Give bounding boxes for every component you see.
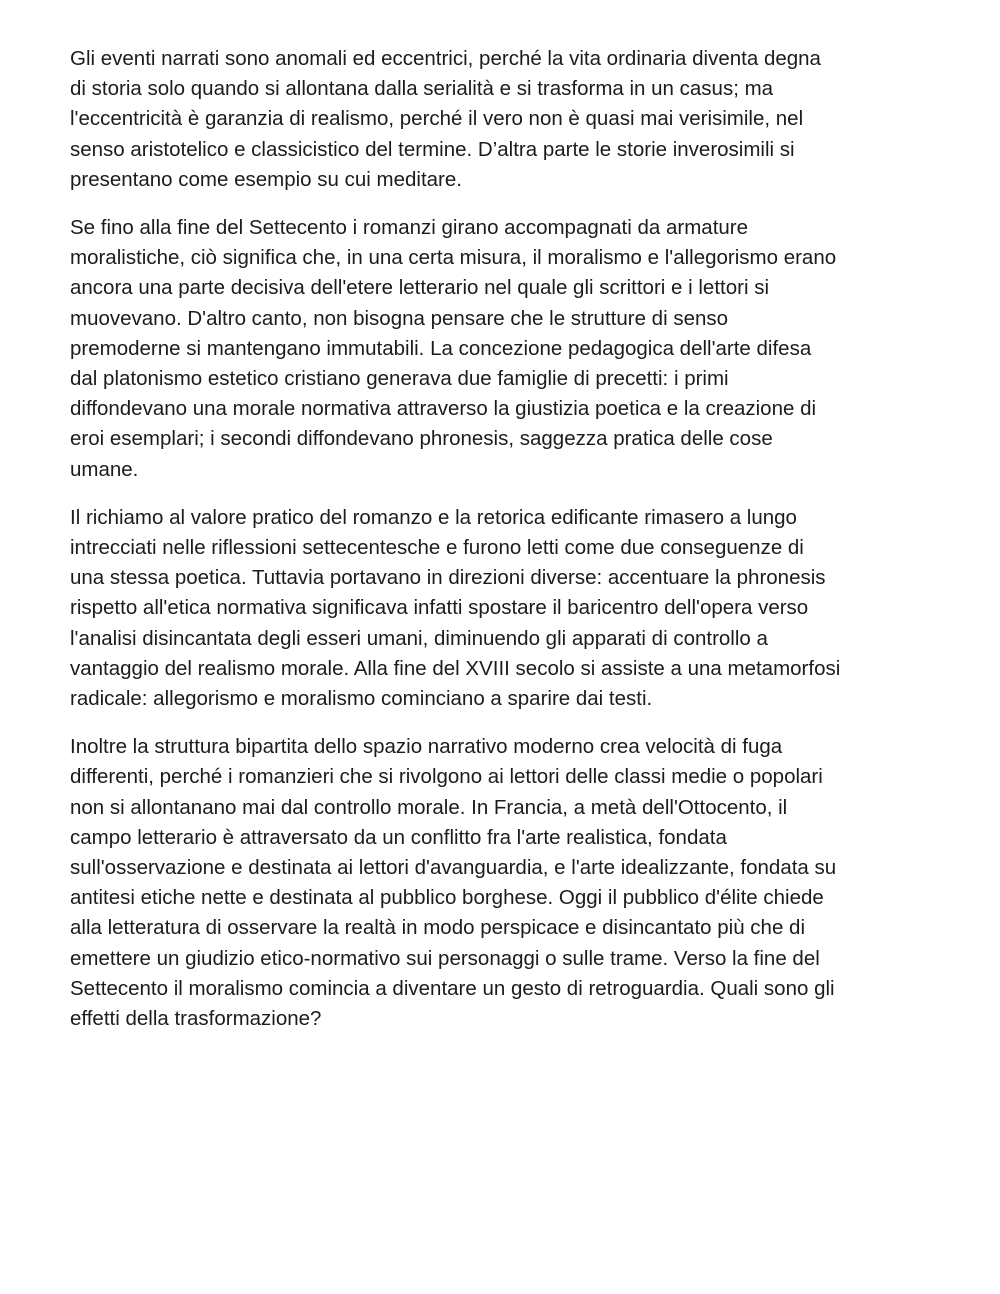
text-line: vantaggio del realismo morale. Alla fine del XVIII secolo si assiste a una metamorfosi: [70, 656, 841, 680]
text-line: muovevano. D'altro canto, non bisogna pensare che le strutture di senso: [70, 306, 729, 330]
paragraph-1: [70, 44, 936, 195]
text-line: radicale: allegorismo e moralismo cominciano a sparire dai testi.: [70, 687, 653, 711]
text-line: moralistiche, ciò significa che, in una certa misura, il moralismo e l'allegorismo erano: [70, 246, 837, 270]
paragraph-4: [70, 732, 936, 1034]
text-line: sull'osservazione e destinata ai lettori d'avanguardia, e l'arte idealizzante, fondata su: [70, 856, 837, 880]
text-line: emettere un giudizio etico-normativo sui personaggi o sulle trame. Verso la fine del: [70, 946, 820, 970]
text-line: rispetto all'etica normativa significava infatti spostare il baricentro dell'opera verso: [70, 596, 809, 620]
text-line: non si allontanano mai dal controllo morale. In Francia, a metà dell'Ottocento, il: [70, 795, 788, 819]
text-line: Settecento il moralismo comincia a diventare un gesto di retroguardia. Quali sono gli: [70, 976, 835, 1000]
text-line: differenti, perché i romanzieri che si rivolgono ai lettori delle classi medie o popolari: [70, 765, 823, 789]
text-line: l'analisi disincantata degli esseri umani, diminuendo gli apparati di controllo a: [70, 626, 768, 650]
text-line: premoderne si mantengano immutabili. La concezione pedagogica dell'arte difesa: [70, 336, 812, 360]
text-line: effetti della trasformazione?: [70, 1007, 322, 1031]
text-line: l'eccentricità è garanzia di realismo, perché il vero non è quasi mai verisimile, nel: [70, 107, 804, 131]
text-line: di storia solo quando si allontana dalla serialità e si trasforma in un casus; ma: [70, 77, 774, 101]
text-line: Gli eventi narrati sono anomali ed eccentrici, perché la vita ordinaria diventa degna: [70, 47, 821, 70]
text-line: umane.: [70, 457, 139, 481]
text-line: diffondevano una morale normativa attraverso la giustizia poetica e la creazione di: [70, 397, 817, 421]
text-line: eroi esemplari; i secondi diffondevano phronesis, saggezza pratica delle cose: [70, 427, 773, 451]
text-line: alla letteratura di osservare la realtà in modo perspicace e disincantato più che di: [70, 916, 805, 940]
text-line: antitesi etiche nette e destinata al pubblico borghese. Oggi il pubblico d'élite chiede: [70, 886, 824, 910]
text-line: Il richiamo al valore pratico del romanzo e la retorica edificante rimasero a lungo: [70, 505, 797, 529]
text-line: intrecciati nelle riflessioni settecentesche e furono letti come due conseguenze di: [70, 536, 804, 560]
text-line: Inoltre la struttura bipartita dello spazio narrativo moderno crea velocità di fuga: [70, 735, 783, 759]
text-line: dal platonismo estetico cristiano generava due famiglie di precetti: i primi: [70, 367, 729, 391]
document-page: [70, 44, 936, 1052]
text-line: Se fino alla fine del Settecento i romanzi girano accompagnati da armature: [70, 216, 749, 240]
text-line: senso aristotelico e classicistico del termine. D’altra parte le storie inverosimili si: [70, 137, 795, 161]
paragraph-3: [70, 503, 936, 714]
text-line: una stessa poetica. Tuttavia portavano in direzioni diverse: accentuare la phronesis: [70, 566, 826, 590]
text-line: ancora una parte decisiva dell'etere letterario nel quale gli scrittori e i lettori si: [70, 276, 769, 300]
text-line: campo letterario è attraversato da un conflitto fra l'arte realistica, fondata: [70, 825, 727, 849]
paragraph-2: [70, 213, 936, 485]
text-line: presentano come esempio su cui meditare.: [70, 167, 462, 191]
